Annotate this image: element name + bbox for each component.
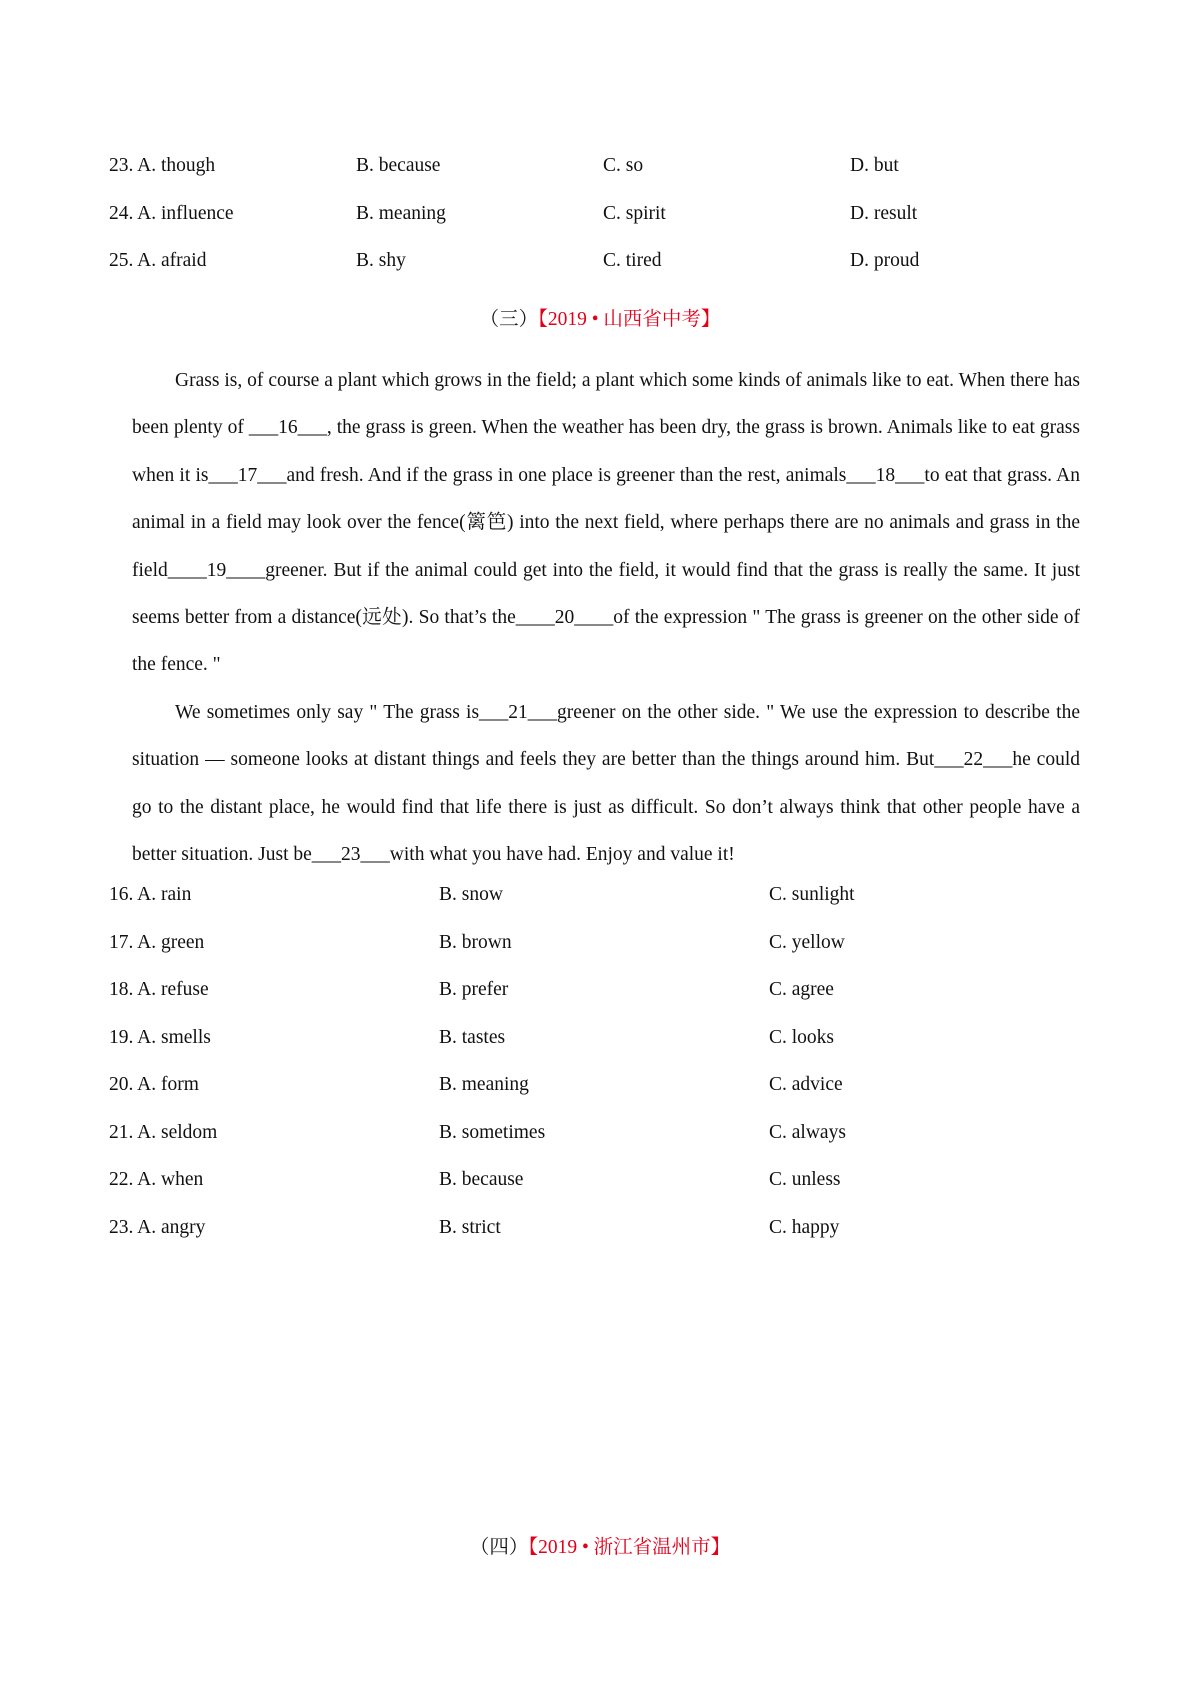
- option-b: B. tastes: [439, 1026, 506, 1048]
- option-a: 18. A. refuse: [109, 979, 209, 1000]
- option-row: [109, 932, 1109, 980]
- option-c: C. happy: [769, 1216, 840, 1238]
- option-b: B. prefer: [439, 979, 509, 1000]
- option-b: B. because: [439, 1169, 524, 1190]
- option-row: [109, 979, 1109, 1027]
- section-number: （三）: [479, 309, 539, 330]
- section-source: 【2019 • 浙江省温州市】: [528, 1537, 731, 1558]
- option-c: C. sunlight: [769, 884, 855, 905]
- option-c: C. so: [603, 155, 644, 176]
- option-row: [109, 1027, 1109, 1075]
- option-row: [109, 1122, 1109, 1170]
- passage-paragraph-2: We sometimes only say " The grass is___21___greener on the other side. " We use the expression to describe the situation — someone looks at distant things and feels they are better than the things around him. But___22___he could go to the distant place, he would find that life there is just as difficult. So don’t always think that other people have a better situation. Just be___23___with what you have had. Enjoy and value it!: [132, 701, 1080, 866]
- option-a: 22. A. when: [109, 1169, 204, 1190]
- option-c: C. unless: [769, 1169, 841, 1190]
- option-a: 19. A. smells: [109, 1026, 211, 1048]
- option-a: 21. A. seldom: [109, 1121, 218, 1143]
- option-b: B. strict: [439, 1216, 501, 1238]
- option-c: C. looks: [769, 1026, 835, 1048]
- option-a: 23. A. angry: [109, 1216, 206, 1238]
- option-c: C. spirit: [603, 202, 666, 224]
- option-row: [109, 155, 1109, 203]
- previous-question-options: [109, 155, 1109, 298]
- option-b: B. sometimes: [439, 1121, 546, 1143]
- option-row: [109, 1217, 1109, 1265]
- option-c: C. advice: [769, 1074, 843, 1095]
- option-b: B. snow: [439, 884, 503, 905]
- option-b: B. meaning: [356, 202, 446, 224]
- option-b: B. meaning: [439, 1074, 529, 1095]
- cloze-passage: [132, 357, 1080, 878]
- option-b: B. because: [356, 155, 441, 176]
- section-source: 【2019 • 山西省中考】: [538, 309, 721, 330]
- option-c: C. always: [769, 1121, 846, 1143]
- option-c: C. tired: [603, 250, 662, 271]
- option-c: C. yellow: [769, 931, 845, 953]
- passage-paragraph-1: Grass is, of course a plant which grows in the field; a plant which some kinds of animals like to eat. When there has been plenty of ___16___, the grass is green. When the weather has been dry, the grass is brown. Animals like to eat grass when it is___17___and fresh. And if the grass in one place is greener than the rest, animals___18___to eat that grass. An animal in a field may look over the fence(篱笆) into the next field, where perhaps there are no animals and grass in the field____19____greener. But if the animal could get into the field, it would find that the grass is really the same. It just seems better from a distance(远处). So that’s the____20____of the expression " The grass is greener on the other side of the fence. ": [132, 370, 1080, 676]
- option-row: [109, 1074, 1109, 1122]
- option-row: [109, 884, 1109, 932]
- section-4-heading: [0, 1531, 1200, 1559]
- option-d: D. result: [850, 202, 918, 224]
- option-row: [109, 1169, 1109, 1217]
- option-a: 20. A. form: [109, 1074, 199, 1095]
- option-d: D. proud: [850, 250, 920, 271]
- option-row: [109, 203, 1109, 251]
- answer-options: [109, 884, 1109, 1264]
- option-b: B. brown: [439, 931, 512, 953]
- option-a: 16. A. rain: [109, 884, 192, 905]
- option-row: [109, 250, 1109, 298]
- option-a: 17. A. green: [109, 931, 205, 953]
- option-a: 23. A. though: [109, 155, 216, 176]
- section-3-heading: [0, 303, 1200, 331]
- option-c: C. agree: [769, 979, 834, 1000]
- option-d: D. but: [850, 155, 899, 176]
- option-b: B. shy: [356, 250, 406, 271]
- option-a: 24. A. influence: [109, 202, 234, 224]
- option-a: 25. A. afraid: [109, 250, 207, 271]
- section-number: （四）: [469, 1537, 529, 1558]
